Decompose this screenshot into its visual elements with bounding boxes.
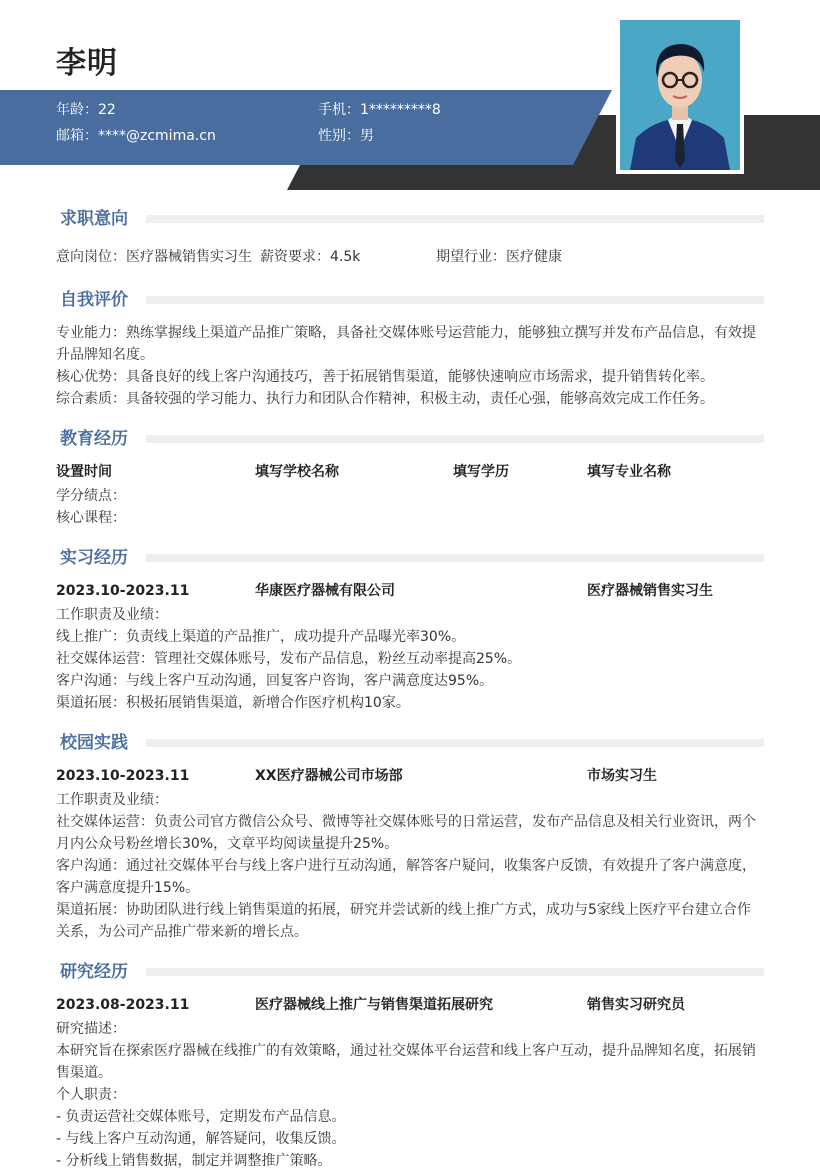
gender-value: 男 bbox=[360, 128, 374, 144]
intent-row bbox=[56, 246, 766, 268]
internship-role: 医疗器械销售实习生 bbox=[587, 583, 713, 599]
research-line: - 负责运营社交媒体账号，定期发布产品信息。 bbox=[56, 1109, 346, 1125]
email-label: 邮箱： bbox=[56, 128, 98, 144]
phone-value: 1*********8 bbox=[360, 102, 441, 118]
section-header-intent bbox=[56, 207, 764, 231]
intent-position: 意向岗位：医疗器械销售实习生 bbox=[56, 249, 252, 265]
resume-header bbox=[0, 0, 820, 200]
section-title-intent: 求职意向 bbox=[60, 209, 128, 229]
research-line: 本研究旨在探索医疗器械在线推广的有效策略，通过社交媒体平台运营和线上客户互动，提升品牌知名度，拓展销 bbox=[56, 1043, 756, 1059]
research-row bbox=[56, 994, 766, 1016]
research-date: 2023.08-2023.11 bbox=[56, 997, 190, 1013]
age-value: 22 bbox=[98, 102, 116, 118]
age-label: 年龄： bbox=[56, 102, 98, 118]
candidate-name: 李明 bbox=[56, 46, 118, 81]
section-divider bbox=[146, 739, 764, 747]
phone-field bbox=[318, 100, 441, 120]
internship-line: 渠道拓展：积极拓展销售渠道，新增合作医疗机构10家。 bbox=[56, 695, 410, 711]
self-eval-line: 综合素质：具备较强的学习能力、执行力和团队合作精神，积极主动，责任心强，能够高效完成工作任务。 bbox=[56, 391, 714, 407]
research-role: 销售实习研究员 bbox=[587, 997, 685, 1013]
email-field bbox=[56, 126, 216, 146]
campus-line: 渠道拓展：协助团队进行线上销售渠道的拓展，研究并尝试新的线上推广方式，成功与5家线上医疗平台建立合作 bbox=[56, 902, 751, 918]
research-line: - 分析线上销售数据，制定并调整推广策略。 bbox=[56, 1153, 332, 1169]
campus-role: 市场实习生 bbox=[587, 768, 657, 784]
section-header-research bbox=[56, 960, 764, 984]
section-title-education: 教育经历 bbox=[60, 429, 128, 449]
photo-frame bbox=[616, 16, 744, 174]
section-title-campus: 校园实践 bbox=[60, 733, 128, 753]
gender-field bbox=[318, 126, 374, 146]
internship-line: 社交媒体运营：管理社交媒体账号，发布产品信息，粉丝互动率提高25%。 bbox=[56, 651, 522, 667]
research-line: 研究描述： bbox=[56, 1021, 126, 1037]
education-time: 设置时间 bbox=[56, 464, 112, 480]
education-row bbox=[56, 461, 766, 483]
section-title-internship: 实习经历 bbox=[60, 548, 128, 568]
research-line: - 与线上客户互动沟通，解答疑问，收集反馈。 bbox=[56, 1131, 346, 1147]
education-major: 填写专业名称 bbox=[587, 464, 671, 480]
section-divider bbox=[146, 968, 764, 976]
internship-line: 客户沟通：与线上客户互动沟通，回复客户咨询，客户满意度达95%。 bbox=[56, 673, 494, 689]
person-portrait-icon bbox=[620, 20, 740, 170]
age-field bbox=[56, 100, 116, 120]
intent-industry: 期望行业：医疗健康 bbox=[436, 249, 562, 265]
campus-line: 客户满意度提升15%。 bbox=[56, 880, 200, 896]
section-header-education bbox=[56, 427, 764, 451]
intent-salary: 薪资要求：4.5k bbox=[260, 249, 361, 265]
research-line: 个人职责： bbox=[56, 1087, 126, 1103]
internship-line: 工作职责及业绩： bbox=[56, 607, 168, 623]
research-line: 售渠道。 bbox=[56, 1065, 112, 1081]
section-header-self-eval bbox=[56, 288, 764, 312]
self-eval-line: 专业能力：熟练掌握线上渠道产品推广策略，具备社交媒体账号运营能力，能够独立撰写并发布产品信息，有效提 bbox=[56, 325, 756, 341]
section-divider bbox=[146, 296, 764, 304]
campus-line: 关系，为公司产品推广带来新的增长点。 bbox=[56, 924, 308, 940]
internship-org: 华康医疗器械有限公司 bbox=[255, 583, 395, 599]
self-eval-line: 核心优势：具备良好的线上客户沟通技巧，善于拓展销售渠道，能够快速响应市场需求，提升销售转化率。 bbox=[56, 369, 714, 385]
education-degree: 填写学历 bbox=[453, 464, 509, 480]
section-divider bbox=[146, 215, 764, 223]
campus-line: 工作职责及业绩： bbox=[56, 792, 168, 808]
campus-line: 客户沟通：通过社交媒体平台与线上客户进行互动沟通，解答客户疑问，收集客户反馈，有效提升了客户满意度， bbox=[56, 858, 756, 874]
section-header-campus bbox=[56, 731, 764, 755]
campus-org: XX医疗器械公司市场部 bbox=[255, 768, 403, 784]
education-school: 填写学校名称 bbox=[255, 464, 339, 480]
section-title-research: 研究经历 bbox=[60, 962, 128, 982]
section-divider bbox=[146, 554, 764, 562]
research-topic: 医疗器械线上推广与销售渠道拓展研究 bbox=[255, 997, 493, 1013]
internship-date: 2023.10-2023.11 bbox=[56, 583, 190, 599]
campus-row bbox=[56, 765, 766, 787]
profile-photo bbox=[620, 20, 740, 170]
self-eval-line: 升品牌知名度。 bbox=[56, 347, 154, 363]
internship-line: 线上推广：负责线上渠道的产品推广，成功提升产品曝光率30%。 bbox=[56, 629, 466, 645]
section-divider bbox=[146, 435, 764, 443]
education-courses: 核心课程： bbox=[56, 510, 126, 526]
campus-line: 社交媒体运营：负责公司官方微信公众号、微博等社交媒体账号的日常运营，发布产品信息及相关行业资讯，两个 bbox=[56, 814, 756, 830]
phone-label: 手机： bbox=[318, 102, 360, 118]
internship-row bbox=[56, 580, 766, 602]
email-value: ****@zcmima.cn bbox=[98, 128, 216, 144]
campus-date: 2023.10-2023.11 bbox=[56, 768, 190, 784]
education-gpa: 学分绩点： bbox=[56, 488, 126, 504]
section-title-self-eval: 自我评价 bbox=[60, 290, 128, 310]
campus-line: 月内公众号粉丝增长30%，文章平均阅读量提升25%。 bbox=[56, 836, 399, 852]
section-header-internship bbox=[56, 546, 764, 570]
gender-label: 性别： bbox=[318, 128, 360, 144]
